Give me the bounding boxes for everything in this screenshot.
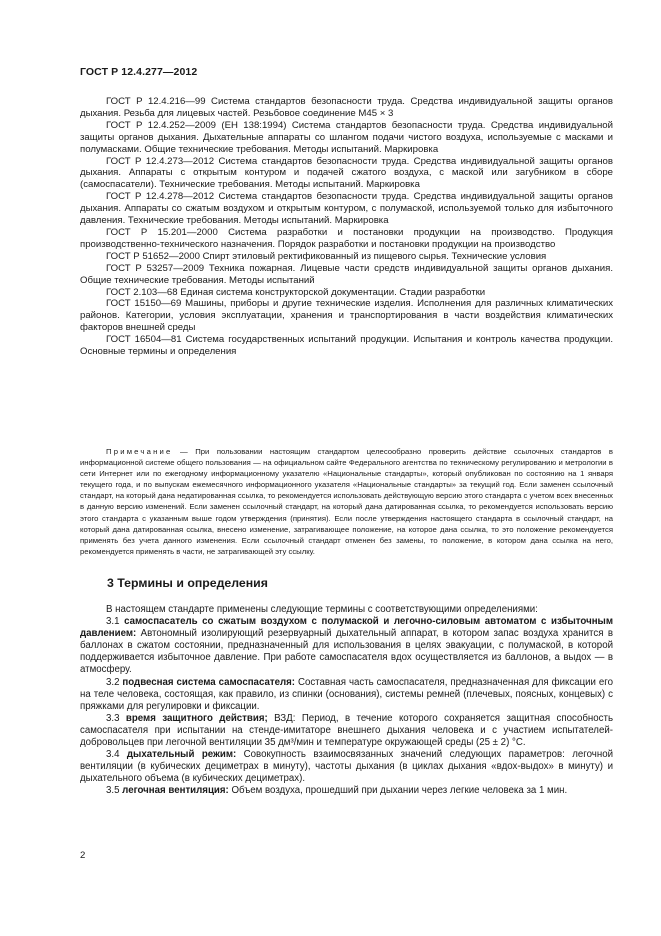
section-title: 3 Термины и определения	[107, 576, 268, 590]
term-definition: Совокупность взаимосвязанных значений следующих параметров: легочной вентиляции (в кубических дециметрах в минуту), частоты дыхания (в циклах дыхания «вдох-выдох» в минуту) и дыхательного объема (в кубических дециметрах).	[80, 749, 613, 785]
note-paragraph	[80, 446, 613, 557]
term-number: 3.3	[106, 712, 126, 724]
term-item	[80, 677, 613, 713]
reference-item: ГОСТ 16504—81 Система государственных испытаний продукции. Испытания и контроль качества продукции. Основные термины и определения	[80, 334, 613, 358]
reference-item: ГОСТ 2.103—68 Единая система конструкторской документации. Стадии разработки	[106, 286, 486, 298]
term-name: время защитного действия;	[125, 712, 268, 724]
term-definition: Составная часть самоспасателя, предназначенная для фиксации его на теле человека, состоящая, как правило, из спинки (основания), системы ремней (плечевых, поясных, концевых) с пряжками для регулировки и фиксации.	[80, 676, 613, 712]
term-number: 3.5	[106, 785, 123, 797]
term-name: подвесная система самоспасателя:	[122, 676, 296, 688]
reference-item: ГОСТ Р 12.4.273—2012 Система стандартов безопасности труда. Средства индивидуальной защиты органов дыхания. Аппараты с открытым контуром и подачей сжатого воздуха, с маской или загубником в сборе (самоспасатели). Технические требования. Методы испытаний. Маркировка	[80, 155, 613, 191]
term-name: легочная вентиляция:	[122, 785, 229, 797]
term-definition: ВЗД: Период, в течение которого сохраняется защитная способность самоспасателя при испытании на стенде-имитаторе внешнего дыхания человека и с участием испытателей-добровольцев при легочной вентиляции 35 дм³/мин и температуре окружающей среды (25 ± 2) °С.	[80, 712, 613, 749]
term-name: самоспасатель со сжатым воздухом с полумаской и легочно-силовым автоматом с избыточным давлением:	[80, 616, 613, 640]
term-item	[80, 616, 613, 676]
page-number: 2	[80, 850, 86, 861]
document-header: ГОСТ Р 12.4.277—2012	[80, 66, 198, 78]
reference-item: ГОСТ Р 12.4.216—99 Система стандартов безопасности труда. Средства индивидуальной защиты органов дыхания. Резьба для лицевых частей. Резьбовое соединение М45 × 3	[80, 96, 613, 119]
note-label: Примечание	[106, 447, 173, 456]
term-item	[80, 713, 613, 749]
reference-item: ГОСТ 15150—69 Машины, приборы и другие технические изделия. Исполнения для различных климатических районов. Категории, условия эксплуатации, хранения и транспортирования в части воздействия климатических факторов внешней среды	[80, 298, 613, 334]
term-item	[80, 749, 613, 785]
section-intro: В настоящем стандарте применены следующие термины с соответствующими определениями:	[106, 604, 538, 615]
note-block	[80, 446, 613, 557]
term-definition: Автономный изолирующий резервуарный дыхательный аппарат, в котором запас воздуха хранится в баллонах в сжатом состоянии, предназначенный для использования в целях эвакуации, с полумаской, в которой поддерживается избыточное давление. При работе самоспасателя вдох осуществляется из баллонов, а выдох — в атмосферу.	[80, 628, 613, 676]
term-definition: Объем воздуха, прошедший при дыхании через легкие человека за 1 мин.	[228, 785, 568, 797]
reference-item: ГОСТ Р 53257—2009 Техника пожарная. Лицевые части средств индивидуальной защиты органов дыхания. Общие технические требования. Методы испытаний	[80, 262, 613, 286]
note-text: — При пользовании настоящим стандартом целесообразно проверить действие ссылочных стандартов в информационной системе общего пользования — на официальном сайте Федерального агентства по техническому регулированию и метрологии в сети Интернет или по ежегодному информационному указателю «Национальные стандарты», который опубликован по состоянию на 1 января текущего года, и по выпускам ежемесячного информационного указателя «Национальные стандарты» за текущий год. Если заменен ссылочный стандарт, на который дана недатированная ссылка, то рекомендуется использовать действующую версию этого стандарта с учетом всех внесенных в данную версию изменений. Если заменен ссылочный стандарт, на который дана датированная ссылка, то рекомендуется использовать версию этого стандарта с указанным выше годом утверждения (принятия). Если после утверждения настоящего стандарта в ссылочный стандарт, на который дана датированная ссылка, внесено изменение, затрагивающее положение, на которое дана ссылка, то это положение рекомендуется применять без учета данного изменения. Если ссылочный стандарт отменен без замены, то положение, в котором дана ссылка на него, рекомендуется применять в части, не затрагивающей эту ссылку.	[80, 447, 613, 556]
term-item	[80, 785, 613, 797]
reference-item: ГОСТ Р 12.4.252—2009 (ЕН 138:1994) Система стандартов безопасности труда. Средства индивидуальной защиты органов дыхания. Дыхательные аппараты со шлангом подачи чистого воздуха, используемые с масками и полумасками. Общие технические требования. Методы испытаний. Маркировка	[80, 119, 613, 155]
term-number: 3.2	[106, 676, 123, 688]
normative-references	[80, 96, 613, 358]
reference-item: ГОСТ Р 15.201—2000 Система разработки и постановки продукции на производство. Продукция производственно-технического назначения. Порядок разработки и постановки продукции на производство	[80, 226, 613, 250]
term-number: 3.4	[106, 749, 127, 761]
reference-item: ГОСТ Р 12.4.278—2012 Система стандартов безопасности труда. Средства индивидуальной защиты органов дыхания. Аппараты со сжатым воздухом и открытым контуром, с полумаской, используемой только для избыточного давления. Технические требования. Методы испытаний. Маркировка	[80, 191, 613, 227]
term-name: дыхательный режим:	[126, 749, 237, 761]
term-number: 3.1	[106, 616, 125, 628]
terms-list	[80, 604, 613, 798]
reference-item: ГОСТ Р 51652—2000 Спирт этиловый ректификованный из пищевого сырья. Технические условия	[106, 250, 547, 262]
